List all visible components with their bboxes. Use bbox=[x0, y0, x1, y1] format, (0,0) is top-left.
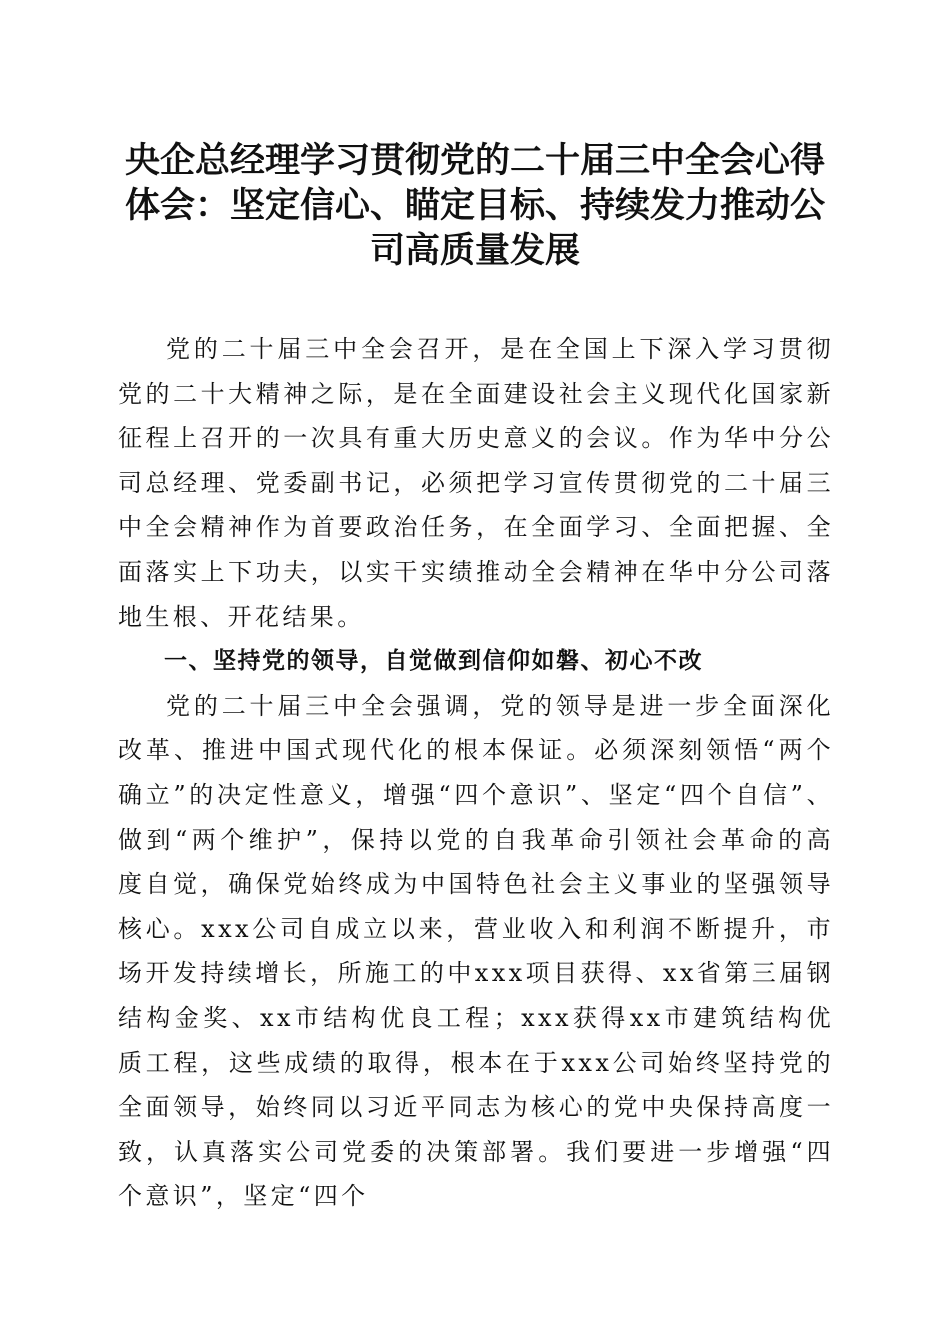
document-body bbox=[118, 327, 834, 1219]
section-paragraph: 党的二十届三中全会强调，党的领导是进一步全面深化改革、推进中国式现代化的根本保证。必须深刻领悟“两个确立”的决定性意义，增强“四个意识”、坚定“四个自信”、做到“两个维护”，保持以党的自我革命引领社会革命的高度自觉，确保党始终成为中国特色社会主义事业的坚强领导核心。xxx公司自成立以来，营业收入和利润不断提升，市场开发持续增长，所施工的中xxx项目获得、xx省第三届钢结构金奖、xx市结构优良工程；xxx获得xx市建筑结构优质工程，这些成绩的取得，根本在于xxx公司始终坚持党的全面领导，始终同以习近平同志为核心的党中央保持高度一致，认真落实公司党委的决策部署。我们要进一步增强“四个意识”，坚定“四个 bbox=[118, 691, 834, 1211]
intro-paragraph: 党的二十届三中全会召开，是在全国上下深入学习贯彻党的二十大精神之际，是在全面建设社会主义现代化国家新征程上召开的一次具有重大历史意义的会议。作为华中分公司总经理、党委副书记，必须把学习宣传贯彻党的二十届三中全会精神作为首要政治任务，在全面学习、全面把握、全面落实上下功夫，以实干实绩推动全会精神在华中分公司落地生根、开花结果。 bbox=[118, 335, 834, 631]
section-heading: 一、坚持党的领导，自觉做到信仰如磐、初心不改 bbox=[164, 648, 703, 675]
document-title: 央企总经理学习贯彻党的二十届三中全会心得体会：坚定信心、瞄定目标、持续发力推动公司高质量发展 bbox=[124, 140, 825, 271]
